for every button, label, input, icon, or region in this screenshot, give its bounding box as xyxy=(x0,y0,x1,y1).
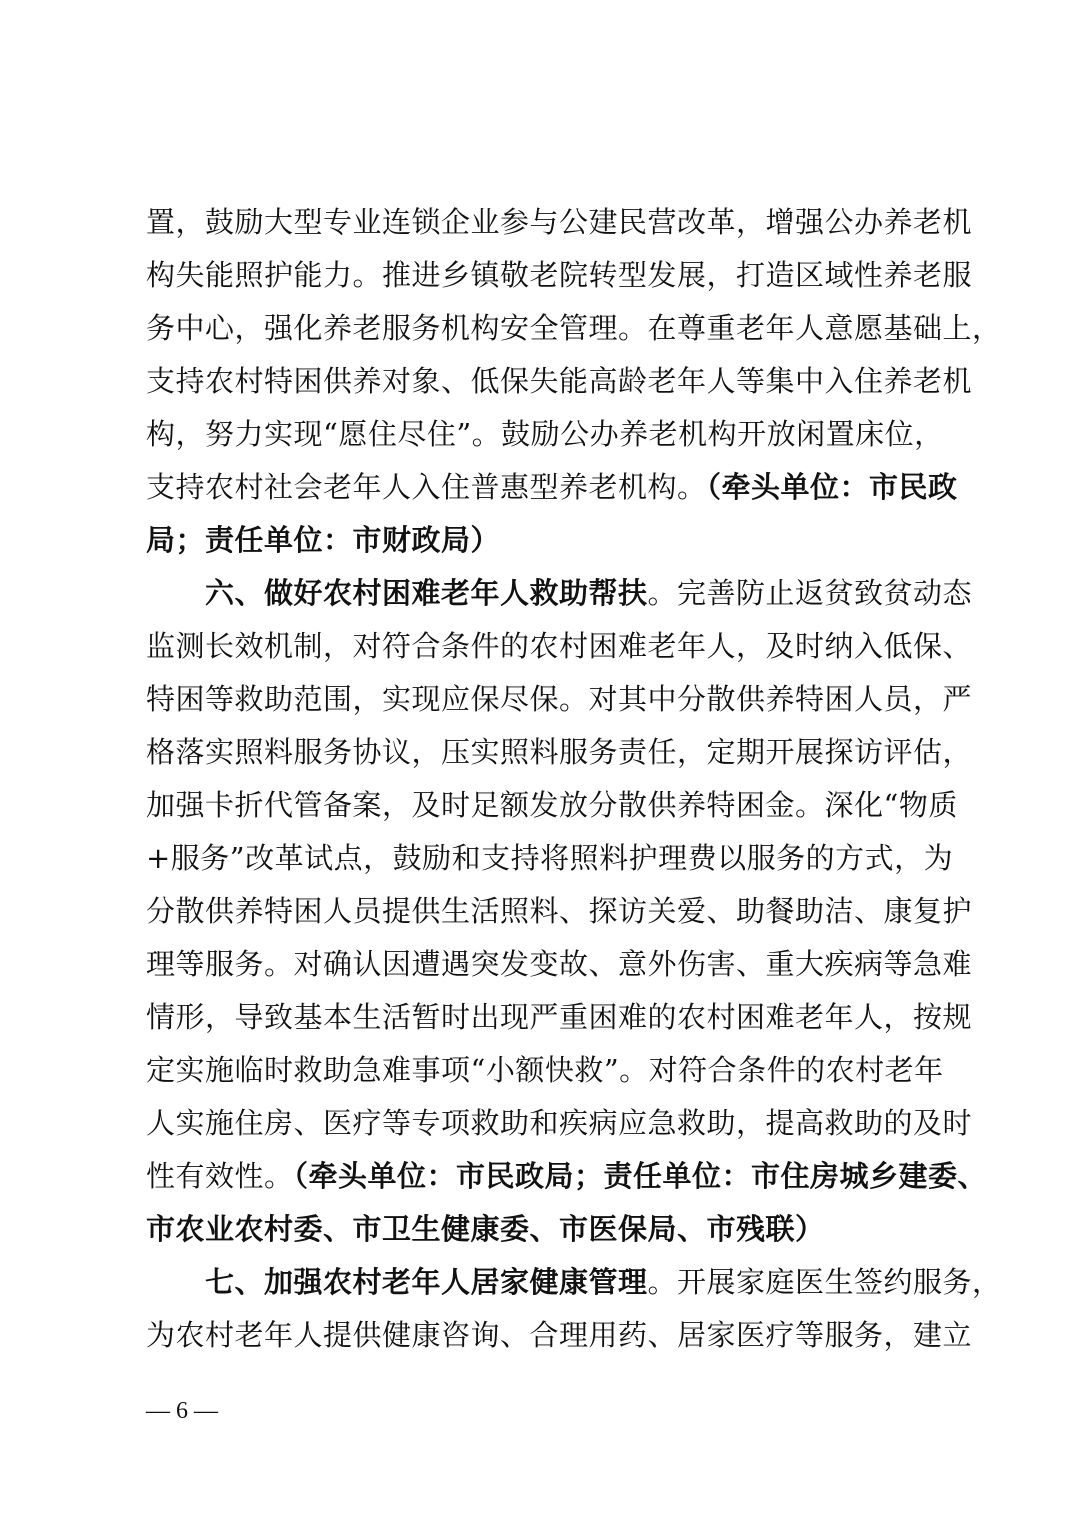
paragraph-text: 。完善防止返贫致贫动态 xyxy=(647,576,973,610)
responsible-unit-text: 局；责任单位：市财政局） xyxy=(146,523,501,557)
paragraph-line: 分散供养特困人员提供生活照料、探访关爱、助餐助洁、康复护 xyxy=(146,894,973,928)
paragraph-line: 构失能照护能力。推进乡镇敬老院转型发展，打造区域性养老服 xyxy=(146,258,973,292)
paragraph-text: 支持农村社会老年人入住普惠型养老机构。 xyxy=(146,470,707,504)
paragraph-text: 。开展家庭医生签约服务， xyxy=(647,1265,1002,1299)
paragraph-line: 为农村老年人提供健康咨询、合理用药、居家医疗等服务，建立 xyxy=(146,1318,973,1352)
paragraph-line: 务中心，强化养老服务机构安全管理。在尊重老年人意愿基础上， xyxy=(146,311,1002,345)
paragraph-line xyxy=(146,511,940,569)
paragraph-line: 加强卡折代管备案，及时足额发放分散供养特困金。深化“物质 xyxy=(146,788,958,822)
paragraph-line: 特困等救助范围，实现应保尽保。对其中分散供养特困人员，严 xyxy=(146,682,973,716)
page-number: — 6 — xyxy=(146,1398,218,1424)
section-7-first-line xyxy=(205,1253,1002,1311)
paragraph-line: 理等服务。对确认因遭遇突发变故、意外伤害、重大疾病等急难 xyxy=(146,947,973,981)
paragraph-line: 置，鼓励大型专业连锁企业参与公建民营改革，增强公办养老机 xyxy=(146,205,973,239)
paragraph-line: 定实施临时救助急难事项“小额快救”。对符合条件的农村老年 xyxy=(146,1053,944,1087)
paragraph-line: +服务”改革试点，鼓励和支持将照料护理费以服务的方式，为 xyxy=(146,841,954,875)
paragraph-line: 人实施住房、医疗等专项救助和疾病应急救助，提高救助的及时 xyxy=(146,1106,973,1140)
responsible-unit-text: （牵头单位：市民政局；责任单位：市住房城乡建委、 xyxy=(293,1159,988,1193)
section-6-heading: 六、做好农村困难老年人救助帮扶 xyxy=(205,576,648,610)
section-7-heading: 七、加强农村老年人居家健康管理 xyxy=(205,1265,648,1299)
section-6-first-line xyxy=(205,564,973,622)
paragraph-text: 性有效性。 xyxy=(146,1159,294,1193)
paragraph-line: 监测长效机制，对符合条件的农村困难老年人，及时纳入低保、 xyxy=(146,629,973,663)
paragraph-line xyxy=(146,458,958,516)
paragraph-line: 支持农村特困供养对象、低保失能高龄老年人等集中入住养老机 xyxy=(146,364,973,398)
paragraph-line: 构，努力实现“愿住尽住”。鼓励公办养老机构开放闲置床位， xyxy=(146,417,944,451)
responsible-unit-text: （牵头单位：市民政 xyxy=(706,470,958,504)
paragraph-line: 格落实照料服务协议，压实照料服务责任，定期开展探访评估， xyxy=(146,735,973,769)
paragraph-line xyxy=(146,1147,988,1205)
responsible-unit-text: 市农业农村委、市卫生健康委、市医保局、市残联） xyxy=(146,1212,825,1246)
paragraph-line xyxy=(146,1200,940,1258)
paragraph-line: 情形，导致基本生活暂时出现严重困难的农村困难老年人，按规 xyxy=(146,1000,973,1034)
